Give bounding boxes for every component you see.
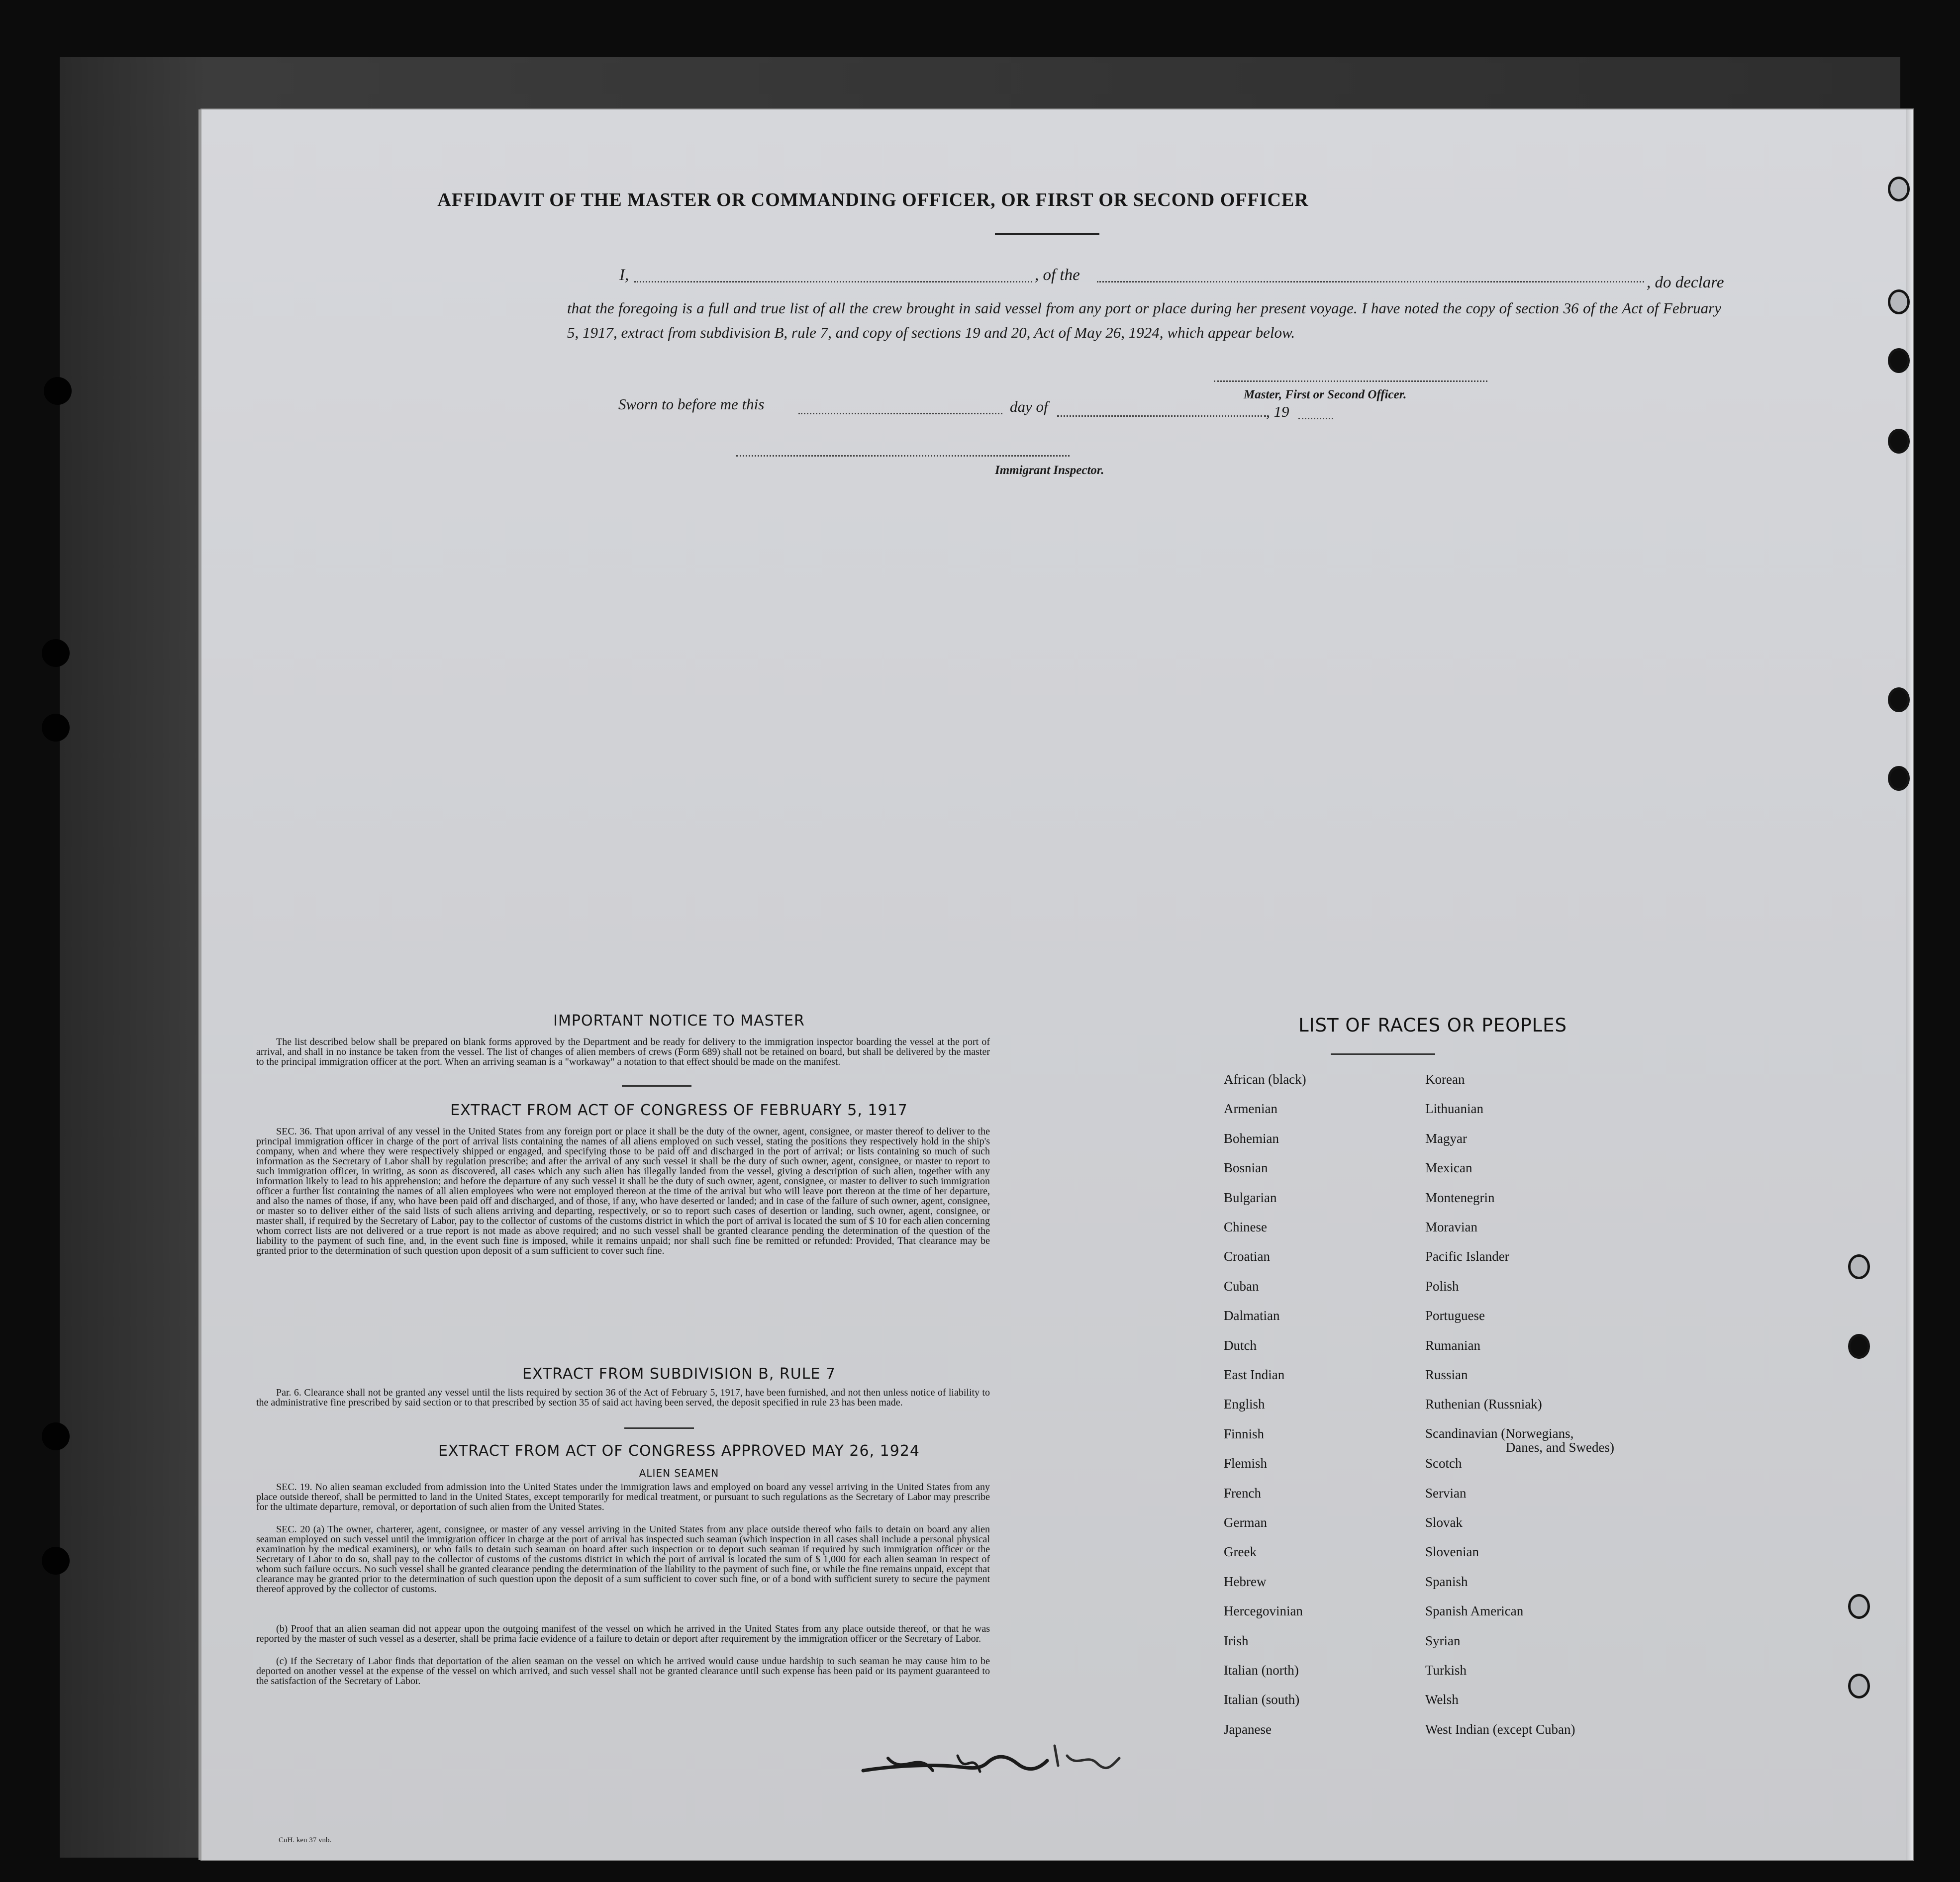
ring-hole [1848, 1674, 1870, 1698]
race-item: Syrian [1425, 1633, 1461, 1648]
extract-rule7-text: Par. 6. Clearance shall not be granted any vessel until the lists required by section 36 of the Act of February 5, 1917, have been furnished, and not then unless notice of liability to the administrative fine prescribed by said section or to that prescribed by section 35 of said act having been served, the deposit specified in rule 23 has been made. [256, 1387, 990, 1408]
race-item: Cuban [1224, 1278, 1259, 1294]
race-item: Chinese [1224, 1220, 1267, 1234]
inspector-caption: Immigrant Inspector. [995, 464, 1104, 477]
sworn-year-field[interactable] [1298, 418, 1333, 419]
declaration-text: that the foregoing is a full and true list of all the crew brought in said vessel from any port or place during her present voyage. I have noted the copy of section 36 of the Act of February 5, 1917, extract from subdivision B, rule 7, and copy of sections 19 and 20, Act of May 26, 1924, which appear below. [567, 299, 1721, 341]
manifest-sheet [201, 109, 1913, 1860]
race-item: Dalmatian [1224, 1308, 1280, 1323]
alien-seamen-subheading: ALIEN SEAMEN [639, 1467, 719, 1479]
vessel-field[interactable] [1097, 281, 1644, 282]
race-item: Hercegovinian [1224, 1603, 1303, 1619]
ring-hole [1848, 1254, 1870, 1279]
sec19-text: SEC. 19. No alien seaman excluded from admission into the United States under the immigration laws and employed on board any vessel arriving in the United States from any place outside thereof, shall be permitted to land in the United States, except temporarily for medical treatment, or pursuant to such regulations as the Secretary of Labor may prescribe for the ultimate departure, removal, or deportation of such alien from the United States. [256, 1482, 990, 1512]
race-item: Croatian [1224, 1249, 1270, 1264]
race-item: Hebrew [1224, 1574, 1267, 1589]
ring-hole [1888, 177, 1910, 201]
race-item: Spanish [1425, 1574, 1468, 1589]
race-item: Flemish [1224, 1456, 1268, 1471]
name-field[interactable] [634, 281, 1032, 282]
ring-hole [1848, 1334, 1870, 1359]
extract-rule7-heading: EXTRACT FROM SUBDIVISION B, RULE 7 [522, 1365, 836, 1383]
sworn-month-field[interactable] [1057, 415, 1266, 417]
race-item: Scotch [1425, 1456, 1462, 1471]
ring-hole [1848, 1594, 1870, 1619]
section-rule [622, 1085, 691, 1087]
races-heading: LIST OF RACES OR PEOPLES [1298, 1015, 1568, 1036]
year-label: , 19 [1266, 403, 1289, 420]
race-item: Korean [1425, 1072, 1465, 1087]
punch-hole [42, 639, 70, 667]
race-item: Turkish [1425, 1663, 1467, 1678]
notice-text: The list described below shall be prepared on blank forms approved by the Department and be ready for delivery to the immigration inspector boarding the vessel at the port of arrival, and shall in no instance be taken from the vessel. The list of changes of alien members of crews (Form 689) shall not be retained on board, but shall be delivered by the master to the principal immigration officer at the port. When an arriving seaman is a "workaway" a notation to that effect should be made on the manifest. [256, 1036, 990, 1067]
sworn-label: Sworn to before me this [618, 395, 765, 413]
race-item: Portuguese [1425, 1308, 1485, 1323]
race-item: Russian [1425, 1367, 1468, 1382]
ring-hole [1888, 429, 1910, 454]
i-label: I, [619, 266, 629, 284]
notice-heading: IMPORTANT NOTICE TO MASTER [553, 1012, 805, 1030]
extract-1924-heading: EXTRACT FROM ACT OF CONGRESS APPROVED MAY 26, 1924 [438, 1442, 920, 1460]
race-item: Moravian [1425, 1220, 1477, 1234]
race-item: Scandinavian (Norwegians, Danes, and Swedes) [1425, 1426, 1634, 1454]
race-item: Italian (south) [1224, 1692, 1300, 1707]
race-item: Dutch [1224, 1337, 1257, 1353]
inspector-signature-field[interactable] [736, 455, 1070, 457]
race-item: Bohemian [1224, 1130, 1279, 1146]
race-item: Magyar [1425, 1130, 1467, 1146]
section-rule [624, 1427, 694, 1429]
punch-hole [44, 377, 72, 405]
day-of-label: day of [1010, 398, 1048, 415]
of-the-label: , of the [1035, 266, 1080, 284]
ring-hole [1888, 348, 1910, 373]
race-item: Bosnian [1224, 1160, 1268, 1176]
race-item: Polish [1425, 1278, 1459, 1294]
affidavit-title: AFFIDAVIT OF THE MASTER OR COMMANDING OFFICER, OR FIRST OR SECOND OFFICER [437, 189, 1309, 210]
race-item: Ruthenian (Russniak) [1425, 1397, 1542, 1412]
race-item: Welsh [1425, 1692, 1459, 1707]
punch-hole [42, 714, 70, 742]
races-rule [1331, 1053, 1435, 1055]
race-item: Bulgarian [1224, 1190, 1277, 1205]
sheet-edge [1906, 109, 1913, 1860]
race-item: Irish [1224, 1633, 1249, 1648]
race-item: East Indian [1224, 1367, 1285, 1382]
title-rule [995, 233, 1099, 235]
master-signature-field[interactable] [1214, 380, 1487, 382]
race-item-continuation: Danes, and Swedes) [1505, 1439, 1614, 1455]
race-item: Greek [1224, 1544, 1257, 1560]
race-item: Spanish American [1425, 1603, 1524, 1619]
race-item: Pacific Islander [1425, 1249, 1509, 1264]
race-item: West Indian (except Cuban) [1425, 1721, 1575, 1737]
sworn-day-field[interactable] [798, 413, 1002, 414]
footer-note: CuH. ken 37 vnb. [279, 1836, 332, 1844]
race-item: African (black) [1224, 1072, 1306, 1087]
race-item: Mexican [1425, 1160, 1472, 1176]
sec20c-text: (c) If the Secretary of Labor finds that deportation of the alien seaman on the vessel on which he arrived would cause undue hardship to such seaman he may cause him to be deported on another vessel at the expense of the vessel on which arrived, and such vessel shall not be granted clearance until such expense has been paid or its payment guaranteed to the satisfaction of the Secretary of Labor. [256, 1656, 990, 1687]
race-item: Rumanian [1425, 1337, 1480, 1353]
extract-1917-heading: EXTRACT FROM ACT OF CONGRESS OF FEBRUARY 5, 1917 [450, 1102, 908, 1119]
race-item: Finnish [1224, 1426, 1265, 1441]
race-item: Italian (north) [1224, 1663, 1299, 1678]
race-item: Servian [1425, 1485, 1467, 1501]
ring-hole [1888, 766, 1910, 791]
sec20a-text: SEC. 20 (a) The owner, charterer, agent, consignee, or master of any vessel arriving in the United States from any place outside thereof who fails to detain on board any alien seaman employed on such vessel until the immigration officer in charge at the port of arrival has inspected such seaman (which inspection in all cases shall include a personal physical examination by the medical examiners), or who fails to detain such seaman on board after such inspection or to deport such seaman if required by such immigration officer or the Secretary of Labor to do so, shall pay to the collector of customs of the customs district in which the port of arrival is located the sum of $ 1,000 for each alien seaman in respect of whom such failure occurs. No such vessel shall be granted clearance pending the determination of the liability to the payment of such fine, or while the fine remains unpaid, except that clearance may be granted prior to the determination of such question upon the deposit of a sum sufficient to cover such fine, or of a bond with sufficient surety to secure the payment thereof approved by the collector of customs. [256, 1524, 990, 1595]
race-item: English [1224, 1397, 1265, 1412]
race-item: Slovak [1425, 1515, 1463, 1530]
ring-hole [1888, 687, 1910, 712]
race-item: German [1224, 1515, 1267, 1530]
race-item: French [1224, 1485, 1261, 1501]
extract-1917-text: SEC. 36. That upon arrival of any vessel in the United States from any foreign port or place it shall be the duty of the owner, agent, consignee, or master thereof to deliver to the principal immigration officer in charge of the port of arrival lists containing the names of all aliens employed on such vessel, stating the positions they respectively hold in the ship's company, when and where they were respectively shipped or engaged, and specifying those to be paid off and discharged in the port of arrival; or lists containing so much of such information as the Secretary of Labor shall by regulation prescribe; and after the arrival of any such vessel it shall be the duty of such owner, agent, consignee, or master to report to such immigration officer, in writing, as soon as discovered, all cases which any such alien has illegally landed from the vessel, giving a description of such alien, together with any information likely to lead to his apprehension; and before the departure of any such vessel it shall be the duty of such owner, agent, consignee, or master to deliver to such immigration officer a further list containing the names of all alien employees who were not employed thereon at the time of the arrival but who will leave port thereon at the time of her departure, and also the names of those, if any, who have been paid off and discharged, and of those, if any, who have deserted or landed; and in case of the failure of such owner, agent, consignee, or master so to deliver either of the said lists of such aliens arriving and departing, respectively, or so to report such cases of desertion or landing, such owner, agent, consignee, or master shall, if required by the Secretary of Labor, pay to the collector of customs of the customs district in which the port of arrival is located the sum of $ 10 for each alien concerning whom correct lists are not delivered or a true report is not made as above required; and no such vessel shall be granted clearance pending the determination of the question of the liability to the payment of such fine, and, in the event such fine is imposed, while it remains unpaid; nor shall such fine be remitted or refunded: Provided, That clearance may be granted prior to the determination of such question upon deposit of a sum sufficient to cover such fine. [256, 1126, 990, 1256]
ring-hole [1888, 289, 1910, 314]
handwritten-signature [858, 1736, 1127, 1790]
punch-hole [42, 1547, 70, 1575]
punch-hole [42, 1422, 70, 1450]
race-item: Japanese [1224, 1721, 1272, 1737]
master-caption: Master, First or Second Officer. [1244, 388, 1407, 401]
sec20b-text: (b) Proof that an alien seaman did not appear upon the outgoing manifest of the vessel on which he arrived in the United States from any place outside thereof, or that he was reported by the master of such vessel as a deserter, shall be prima facie evidence of a failure to detain or deport after requirement by the immigration officer or the Secretary of Labor. [256, 1623, 990, 1644]
race-item: Lithuanian [1425, 1101, 1483, 1117]
race-item: Montenegrin [1425, 1190, 1495, 1205]
race-item: Slovenian [1425, 1544, 1479, 1560]
race-item: Armenian [1224, 1101, 1277, 1117]
do-declare-label: , do declare [1647, 274, 1724, 291]
